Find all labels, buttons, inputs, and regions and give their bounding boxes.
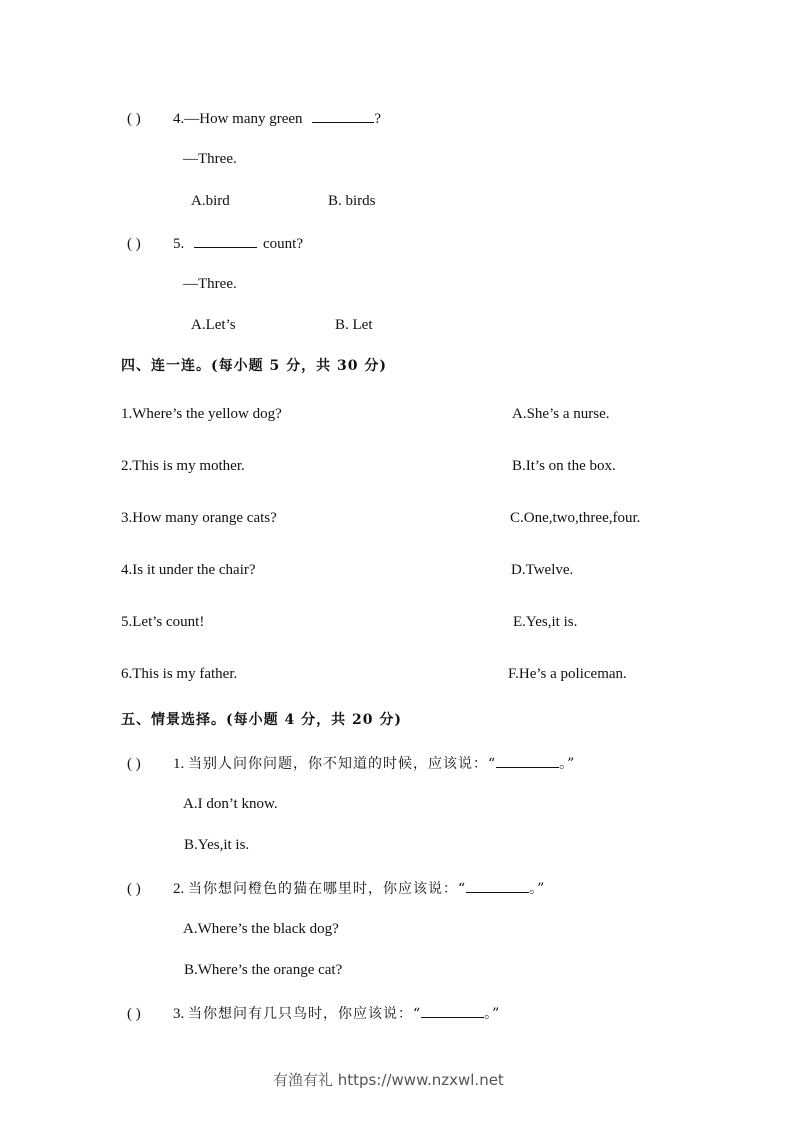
scenario-question-3: ( ) 3. 当你想问有几只鸟时，你应该说：“ 。” bbox=[127, 1003, 500, 1023]
option-a: A.Where’s the black dog? bbox=[183, 921, 339, 937]
match-right-d[interactable]: D.Twelve. bbox=[511, 562, 574, 578]
footer-watermark: 有渔有礼 https://www.nzxwl.net bbox=[273, 1071, 504, 1089]
answer-paren[interactable]: ( ) bbox=[127, 756, 141, 772]
question-4-answer: —Three. bbox=[183, 151, 237, 167]
match-left-1[interactable]: 1.Where’s the yellow dog? bbox=[121, 406, 282, 422]
match-right-e[interactable]: E.Yes,it is. bbox=[513, 614, 578, 630]
match-left-5[interactable]: 5.Let’s count! bbox=[121, 614, 205, 630]
option-b: B.Where’s the orange cat? bbox=[184, 962, 343, 978]
option-a: A.Let’s bbox=[191, 317, 236, 333]
answer-paren[interactable]: ( ) bbox=[127, 236, 141, 252]
match-left-3[interactable]: 3.How many orange cats? bbox=[121, 510, 277, 526]
section-4-title: 四、连一连。(每小题 5 分，共 30 分) bbox=[121, 358, 387, 374]
answer-paren[interactable]: ( ) bbox=[127, 111, 141, 127]
option-b: B. Let bbox=[335, 317, 373, 333]
question-5-stem: ( ) 5. count? bbox=[127, 233, 303, 253]
answer-paren[interactable]: ( ) bbox=[127, 881, 141, 897]
section-5-title: 五、情景选择。(每小题 4 分，共 20 分) bbox=[121, 712, 402, 728]
fill-blank[interactable] bbox=[312, 108, 374, 123]
question-4-stem: ( ) 4.—How many green ? bbox=[127, 108, 381, 128]
match-left-6[interactable]: 6.This is my father. bbox=[121, 666, 238, 682]
match-left-2[interactable]: 2.This is my mother. bbox=[121, 458, 245, 474]
option-a: A.bird bbox=[191, 193, 230, 209]
scenario-question-2: ( ) 2. 当你想问橙色的猫在哪里时，你应该说：“ 。” bbox=[127, 878, 545, 898]
answer-paren[interactable]: ( ) bbox=[127, 1006, 141, 1022]
scenario-question-1: ( ) 1. 当别人问你问题，你不知道的时候，应该说：“ 。” bbox=[127, 753, 575, 773]
option-a: A.I don’t know. bbox=[183, 796, 278, 812]
match-right-a[interactable]: A.She’s a nurse. bbox=[512, 406, 610, 422]
match-right-b[interactable]: B.It’s on the box. bbox=[512, 458, 616, 474]
fill-blank[interactable] bbox=[466, 878, 529, 893]
option-b: B. birds bbox=[328, 193, 376, 209]
fill-blank[interactable] bbox=[421, 1003, 484, 1018]
fill-blank[interactable] bbox=[194, 233, 257, 248]
match-right-f[interactable]: F.He’s a policeman. bbox=[508, 666, 627, 682]
option-b: B.Yes,it is. bbox=[184, 837, 250, 853]
match-left-4[interactable]: 4.Is it under the chair? bbox=[121, 562, 256, 578]
fill-blank[interactable] bbox=[496, 753, 559, 768]
question-5-answer: —Three. bbox=[183, 276, 237, 292]
match-right-c[interactable]: C.One,two,three,four. bbox=[510, 510, 641, 526]
